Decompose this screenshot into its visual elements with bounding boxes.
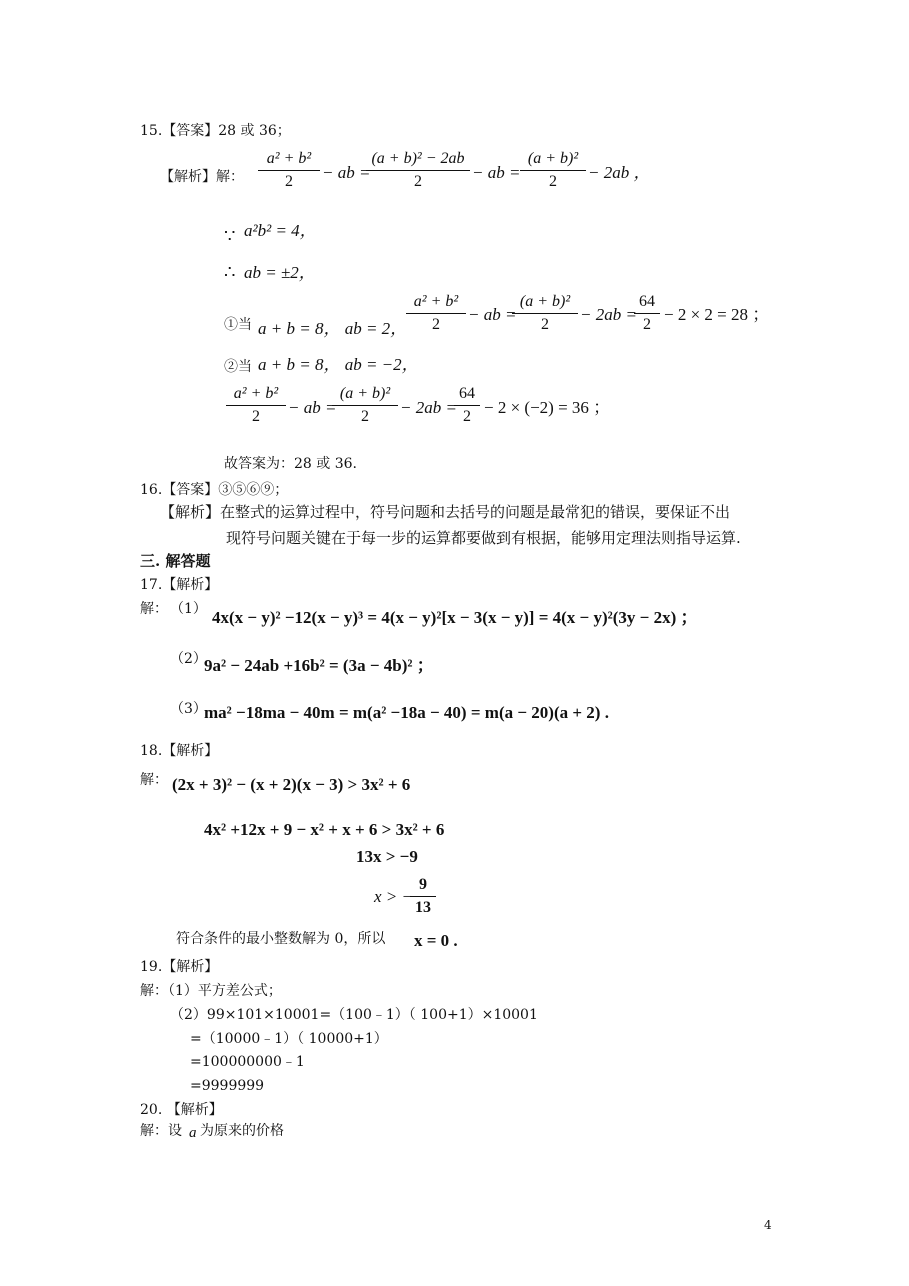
fraction-bar bbox=[366, 170, 470, 171]
q20-line1-suffix: 为原来的价格 bbox=[200, 1123, 284, 1139]
q17-solution-label: 解： bbox=[140, 601, 168, 617]
fraction-bar bbox=[512, 313, 578, 314]
q15-analysis-label: 【解析】解： bbox=[160, 169, 244, 185]
q15-case1-mid2: − 2ab = bbox=[580, 305, 637, 324]
q17-part1-equation: 4x(x − y)² −12(x − y)³ = 4(x − y)²[x − 3(x − y)] = 4(x − y)²(3y − 2x) ； bbox=[212, 608, 698, 627]
fraction-bar bbox=[332, 405, 398, 406]
q15-case1-end: − 2 × 2 = 28 ； bbox=[664, 305, 770, 324]
q17-part2-equation: 9a² − 24ab +16b² = (3a − 4b)² ； bbox=[204, 656, 434, 675]
q19-line1: 解：（1）平方差公式； bbox=[140, 983, 282, 999]
q15-answer-heading: 15.【答案】28 或 36； bbox=[140, 123, 291, 139]
fraction-numerator: a² + b² bbox=[266, 150, 312, 167]
q15-eq1-fraction1 bbox=[258, 149, 320, 192]
q15-therefore-eq: ab = ±2， bbox=[244, 263, 316, 282]
fraction-bar bbox=[406, 313, 466, 314]
fraction-denominator: 2 bbox=[432, 316, 440, 333]
q17-part2-label: （2） bbox=[170, 651, 207, 667]
q15-case1-condition: a + b = 8， ab = 2， bbox=[258, 319, 408, 338]
q15-case2-mid: − ab = bbox=[288, 398, 337, 417]
fraction-denominator: 2 bbox=[549, 173, 557, 190]
fraction-denominator: 2 bbox=[414, 173, 422, 190]
section-title: 三. 解答题 bbox=[140, 552, 211, 570]
q18-line2: 4x² +12x + 9 − x² + x + 6 > 3x² + 6 bbox=[204, 820, 445, 839]
fraction-numerator: (a + b)² bbox=[519, 293, 571, 310]
q17-part1-label: （1） bbox=[170, 601, 207, 617]
fraction-bar bbox=[520, 170, 586, 171]
q15-eq1-mid: − ab = bbox=[322, 163, 371, 182]
q15-case2-end: − 2 × (−2) = 36 ； bbox=[484, 398, 611, 417]
fraction-bar bbox=[454, 405, 480, 406]
fraction-numerator: a² + b² bbox=[233, 385, 279, 402]
q15-case1-label: ①当 bbox=[224, 317, 252, 333]
therefore-symbol: ∴ bbox=[224, 262, 236, 283]
q20-heading: 20. 【解析】 bbox=[140, 1102, 223, 1118]
fraction-numerator: 9 bbox=[419, 876, 427, 893]
fraction-numerator: (a + b)² bbox=[527, 150, 579, 167]
q17-heading: 17.【解析】 bbox=[140, 577, 219, 593]
q17-part3-label: （3） bbox=[170, 701, 207, 717]
q15-case1-fraction2 bbox=[512, 292, 578, 335]
q15-case2-fraction2 bbox=[332, 384, 398, 427]
fraction-denominator: 2 bbox=[252, 408, 260, 425]
q15-conclusion: 故答案为：28 或 36. bbox=[224, 456, 357, 472]
q18-line3: 13x > −9 bbox=[356, 847, 418, 866]
q16-analysis-line1: 【解析】在整式的运算过程中，符号问题和去括号的问题是最常犯的错误，要保证不出 bbox=[160, 503, 731, 521]
q15-eq1-mid2: − ab = bbox=[472, 163, 521, 182]
q15-case1-fraction1 bbox=[406, 292, 466, 335]
q20-line1-prefix: 解：设 bbox=[140, 1123, 182, 1139]
q16-answer-heading: 16.【答案】③⑤⑥⑨； bbox=[140, 482, 289, 498]
fraction-numerator: (a + b)² − 2ab bbox=[371, 150, 465, 167]
q18-heading: 18.【解析】 bbox=[140, 743, 219, 759]
q19-heading: 19.【解析】 bbox=[140, 959, 219, 975]
q19-line3: =（10000﹣1）（ 10000+1） bbox=[190, 1031, 388, 1047]
fraction-numerator: 64 bbox=[459, 385, 475, 402]
q19-line2: （2）99×101×10001=（100﹣1）（ 100+1）×10001 bbox=[170, 1007, 538, 1023]
fraction-denominator: 2 bbox=[541, 316, 549, 333]
q19-line4: =100000000﹣1 bbox=[190, 1054, 305, 1070]
fraction-numerator: (a + b)² bbox=[339, 385, 391, 402]
q15-case2-mid2: − 2ab = bbox=[400, 398, 457, 417]
q15-case2-fraction1 bbox=[226, 384, 286, 427]
q15-case2-condition: a + b = 8， ab = −2， bbox=[258, 355, 419, 374]
fraction-bar bbox=[634, 313, 660, 314]
q15-case2-label: ②当 bbox=[224, 359, 252, 375]
q15-eq1-fraction2 bbox=[366, 149, 470, 192]
q15-case1-mid: − ab = bbox=[468, 305, 517, 324]
q15-case1-fraction3 bbox=[634, 292, 660, 335]
fraction-denominator: 2 bbox=[361, 408, 369, 425]
q15-case2-fraction3 bbox=[454, 384, 480, 427]
fraction-denominator: 2 bbox=[463, 408, 471, 425]
fraction-numerator: 64 bbox=[639, 293, 655, 310]
fraction-bar bbox=[258, 170, 320, 171]
q19-line5: =9999999 bbox=[190, 1078, 265, 1094]
page-number: 4 bbox=[764, 1218, 772, 1232]
q18-conclusion-text: 符合条件的最小整数解为 0，所以 bbox=[176, 931, 386, 947]
fraction-bar bbox=[410, 896, 436, 897]
q18-line4-left: x > − bbox=[374, 887, 413, 906]
q15-because-eq: a²b² = 4， bbox=[244, 221, 317, 240]
q17-part3-equation: ma² −18ma − 40m = m(a² −18a − 40) = m(a − 20)(a + 2) . bbox=[204, 703, 609, 722]
fraction-numerator: a² + b² bbox=[413, 293, 459, 310]
q18-conclusion-eq: x = 0 . bbox=[414, 931, 458, 950]
q16-analysis-line2: 现符号问题关键在于每一步的运算都要做到有根据，能够用定理法则指导运算. bbox=[226, 529, 741, 547]
because-symbol: ∵ bbox=[224, 226, 236, 247]
fraction-bar bbox=[226, 405, 286, 406]
fraction-denominator: 2 bbox=[285, 173, 293, 190]
q15-eq1-fraction3 bbox=[520, 149, 586, 192]
q18-solution-label: 解： bbox=[140, 772, 168, 788]
q20-line1-variable: a bbox=[189, 1125, 197, 1141]
q18-line4-fraction bbox=[410, 875, 436, 918]
fraction-denominator: 2 bbox=[643, 316, 651, 333]
q18-line1: (2x + 3)² − (x + 2)(x − 3) > 3x² + 6 bbox=[172, 775, 411, 794]
q15-eq1-end: − 2ab ， bbox=[588, 163, 651, 182]
fraction-denominator: 13 bbox=[415, 899, 431, 916]
